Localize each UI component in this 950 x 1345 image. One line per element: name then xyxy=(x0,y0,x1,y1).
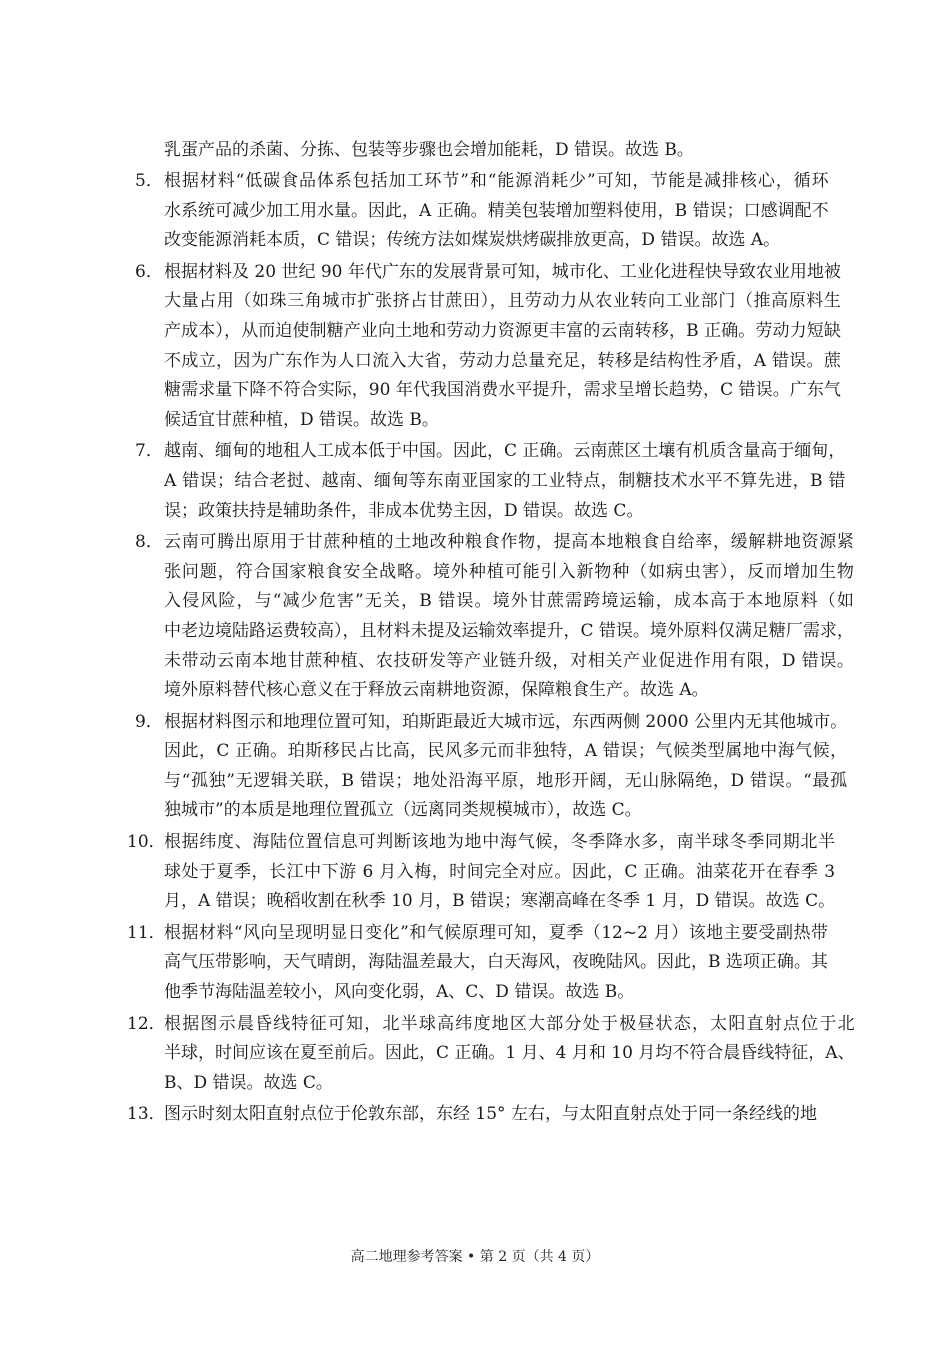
answer-text xyxy=(164,708,847,826)
answer-text xyxy=(164,528,854,706)
answer-line: 独城市”的本质是地理位置孤立（远离同类规模城市），故选 C。 xyxy=(164,800,642,821)
answer-line: 根据纬度、海陆位置信息可判断该地为地中海气候，冬季降水多，南半球冬季同期北半 xyxy=(164,832,836,853)
answer-line: 误；政策扶持是辅助条件，非成本优势主因，D 错误。故选 C。 xyxy=(164,500,644,521)
answer-line: 大量占用（如珠三角城市扩张挤占甘蔗田），且劳动力从农业转向工业部门（推高原料生 xyxy=(164,291,841,312)
answer-number: 9． xyxy=(135,711,163,732)
answer-text xyxy=(164,167,829,256)
answer-line: 根据材料及 20 世纪 90 年代广东的发展背景可知，城市化、工业化进程快导致农业用地被 xyxy=(164,261,841,282)
answer-text xyxy=(164,828,835,917)
answer-text xyxy=(164,1010,855,1099)
answer-text xyxy=(164,437,845,526)
answer-line: 与“孤独”无逻辑关联，B 错误；地处沿海平原，地形开阔，无山脉隔绝，D 错误。“最孤 xyxy=(164,770,848,791)
answer-line: 根据材料“风向呈现明显日变化”和气候原理可知，夏季（12~2 月）该地主要受副热带 xyxy=(164,922,828,943)
answer-number: 8． xyxy=(135,532,163,553)
page-footer: 高二地理参考答案 • 第 2 页（共 4 页） xyxy=(350,1249,600,1265)
answer-content xyxy=(127,135,855,1132)
answer-line: 根据材料图示和地理位置可知，珀斯距最近大城市远，东西两侧 2000 公里内无其他城市。 xyxy=(164,711,848,732)
answer-line: 半球，时间应该在夏至前后。因此，C 正确。1 月、4 月和 10 月均不符合晨昏线特征，A、 xyxy=(164,1043,855,1064)
answer-line: 不成立，因为广东作为人口流入大省，劳动力总量充足，转移是结构性矛盾，A 错误。蔗 xyxy=(164,350,841,371)
answer-number: 10． xyxy=(127,832,166,853)
answer-line: 根据材料“低碳食品体系包括加工环节”和“能源消耗少”可知，节能是减排核心，循环 xyxy=(164,171,829,191)
answer-number: 13． xyxy=(127,1104,166,1125)
answer-text xyxy=(164,1100,817,1130)
answer-line: 他季节海陆温差较小，风向变化弱，A、C、D 错误。故选 B。 xyxy=(164,982,635,1003)
answer-number: 6． xyxy=(135,261,163,282)
answer-text xyxy=(164,919,828,1008)
answer-line: 境外原料替代核心意义在于释放云南耕地资源，保障粮食生产。故选 A。 xyxy=(164,680,709,701)
answer-line: 图示时刻太阳直射点位于伦敦东部，东经 15° 左右，与太阳直射点处于同一条经线的地 xyxy=(164,1104,817,1125)
continuation-line: 乳蛋产品的杀菌、分拣、包装等步骤也会增加能耗，D 错误。故选 B。 xyxy=(164,140,694,160)
answer-item xyxy=(127,919,828,1008)
answer-item xyxy=(135,437,846,526)
answer-item xyxy=(127,1010,855,1099)
answer-line: 月，A 错误；晚稻收割在秋季 10 月，B 错误；寒潮高峰在冬季 1 月，D 错误。故选 C。 xyxy=(164,891,836,912)
answer-line: 越南、缅甸的地租人工成本低于中国。因此，C 正确。云南蔗区土壤有机质含量高于缅甸， xyxy=(164,441,846,462)
answer-item xyxy=(135,258,841,436)
answer-line: B、D 错误。故选 C。 xyxy=(164,1072,333,1093)
answer-number: 7． xyxy=(135,441,163,462)
answer-number: 5． xyxy=(135,171,163,191)
answer-line: 张问题，符合国家粮食安全战略。境外种植可能引入新物种（如病虫害），反而增加生物 xyxy=(164,561,854,582)
answer-line: 产成本），从而迫使制糖产业向土地和劳动力资源更丰富的云南转移，B 正确。劳动力短缺 xyxy=(164,320,841,341)
answer-item xyxy=(135,167,829,256)
answer-item xyxy=(135,528,854,706)
answer-line: 入侵风险，与“减少危害”无关，B 错误。境外甘蔗需跨境运输，成本高于本地原料（如 xyxy=(164,591,854,612)
answer-line: 水系统可减少加工用水量。因此，A 正确。精美包装增加塑料使用，B 错误；口感调配不 xyxy=(164,200,829,221)
answer-number: 11． xyxy=(127,922,166,943)
answer-item xyxy=(127,1100,815,1130)
answer-line: 候适宜甘蔗种植，D 错误。故选 B。 xyxy=(164,409,439,430)
answer-line: 中老边境陆路运费较高），且材料未提及运输效率提升，C 错误。境外原料仅满足糖厂需求， xyxy=(164,620,854,641)
answer-line: 因此，C 正确。珀斯移民占比高，民风多元而非独特，A 错误；气候类型属地中海气候， xyxy=(164,741,848,762)
answer-text xyxy=(164,258,841,436)
answer-line: 高气压带影响，天气晴朗，海陆温差最大，白天海风，夜晚陆风。因此，B 选项正确。其 xyxy=(164,952,828,973)
answer-line: 球处于夏季，长江中下游 6 月入梅，时间完全对应。因此，C 正确。油菜花开在春季 3 xyxy=(164,861,836,882)
answer-line: A 错误；结合老挝、越南、缅甸等东南亚国家的工业特点，制糖技术水平不算先进，B 错 xyxy=(164,470,846,491)
answer-line: 改变能源消耗本质，C 错误；传统方法如煤炭烘烤碳排放更高，D 错误。故选 A。 xyxy=(164,230,781,251)
answer-item xyxy=(127,828,836,917)
answer-line: 糖需求量下降不符合实际，90 年代我国消费水平提升，需求呈增长趋势，C 错误。广东气 xyxy=(164,380,841,401)
answer-line: 未带动云南本地甘蔗种植、农技研发等产业链升级，对相关产业促进作用有限，D 错误。 xyxy=(164,650,854,671)
answer-item xyxy=(135,708,848,826)
answer-line: 根据图示晨昏线特征可知，北半球高纬度地区大部分处于极昼状态，太阳直射点位于北 xyxy=(164,1013,855,1034)
answer-line: 云南可腾出原用于甘蔗种植的土地改种粮食作物，提高本地粮食自给率，缓解耕地资源紧 xyxy=(164,532,854,553)
answer-number: 12． xyxy=(127,1013,166,1034)
